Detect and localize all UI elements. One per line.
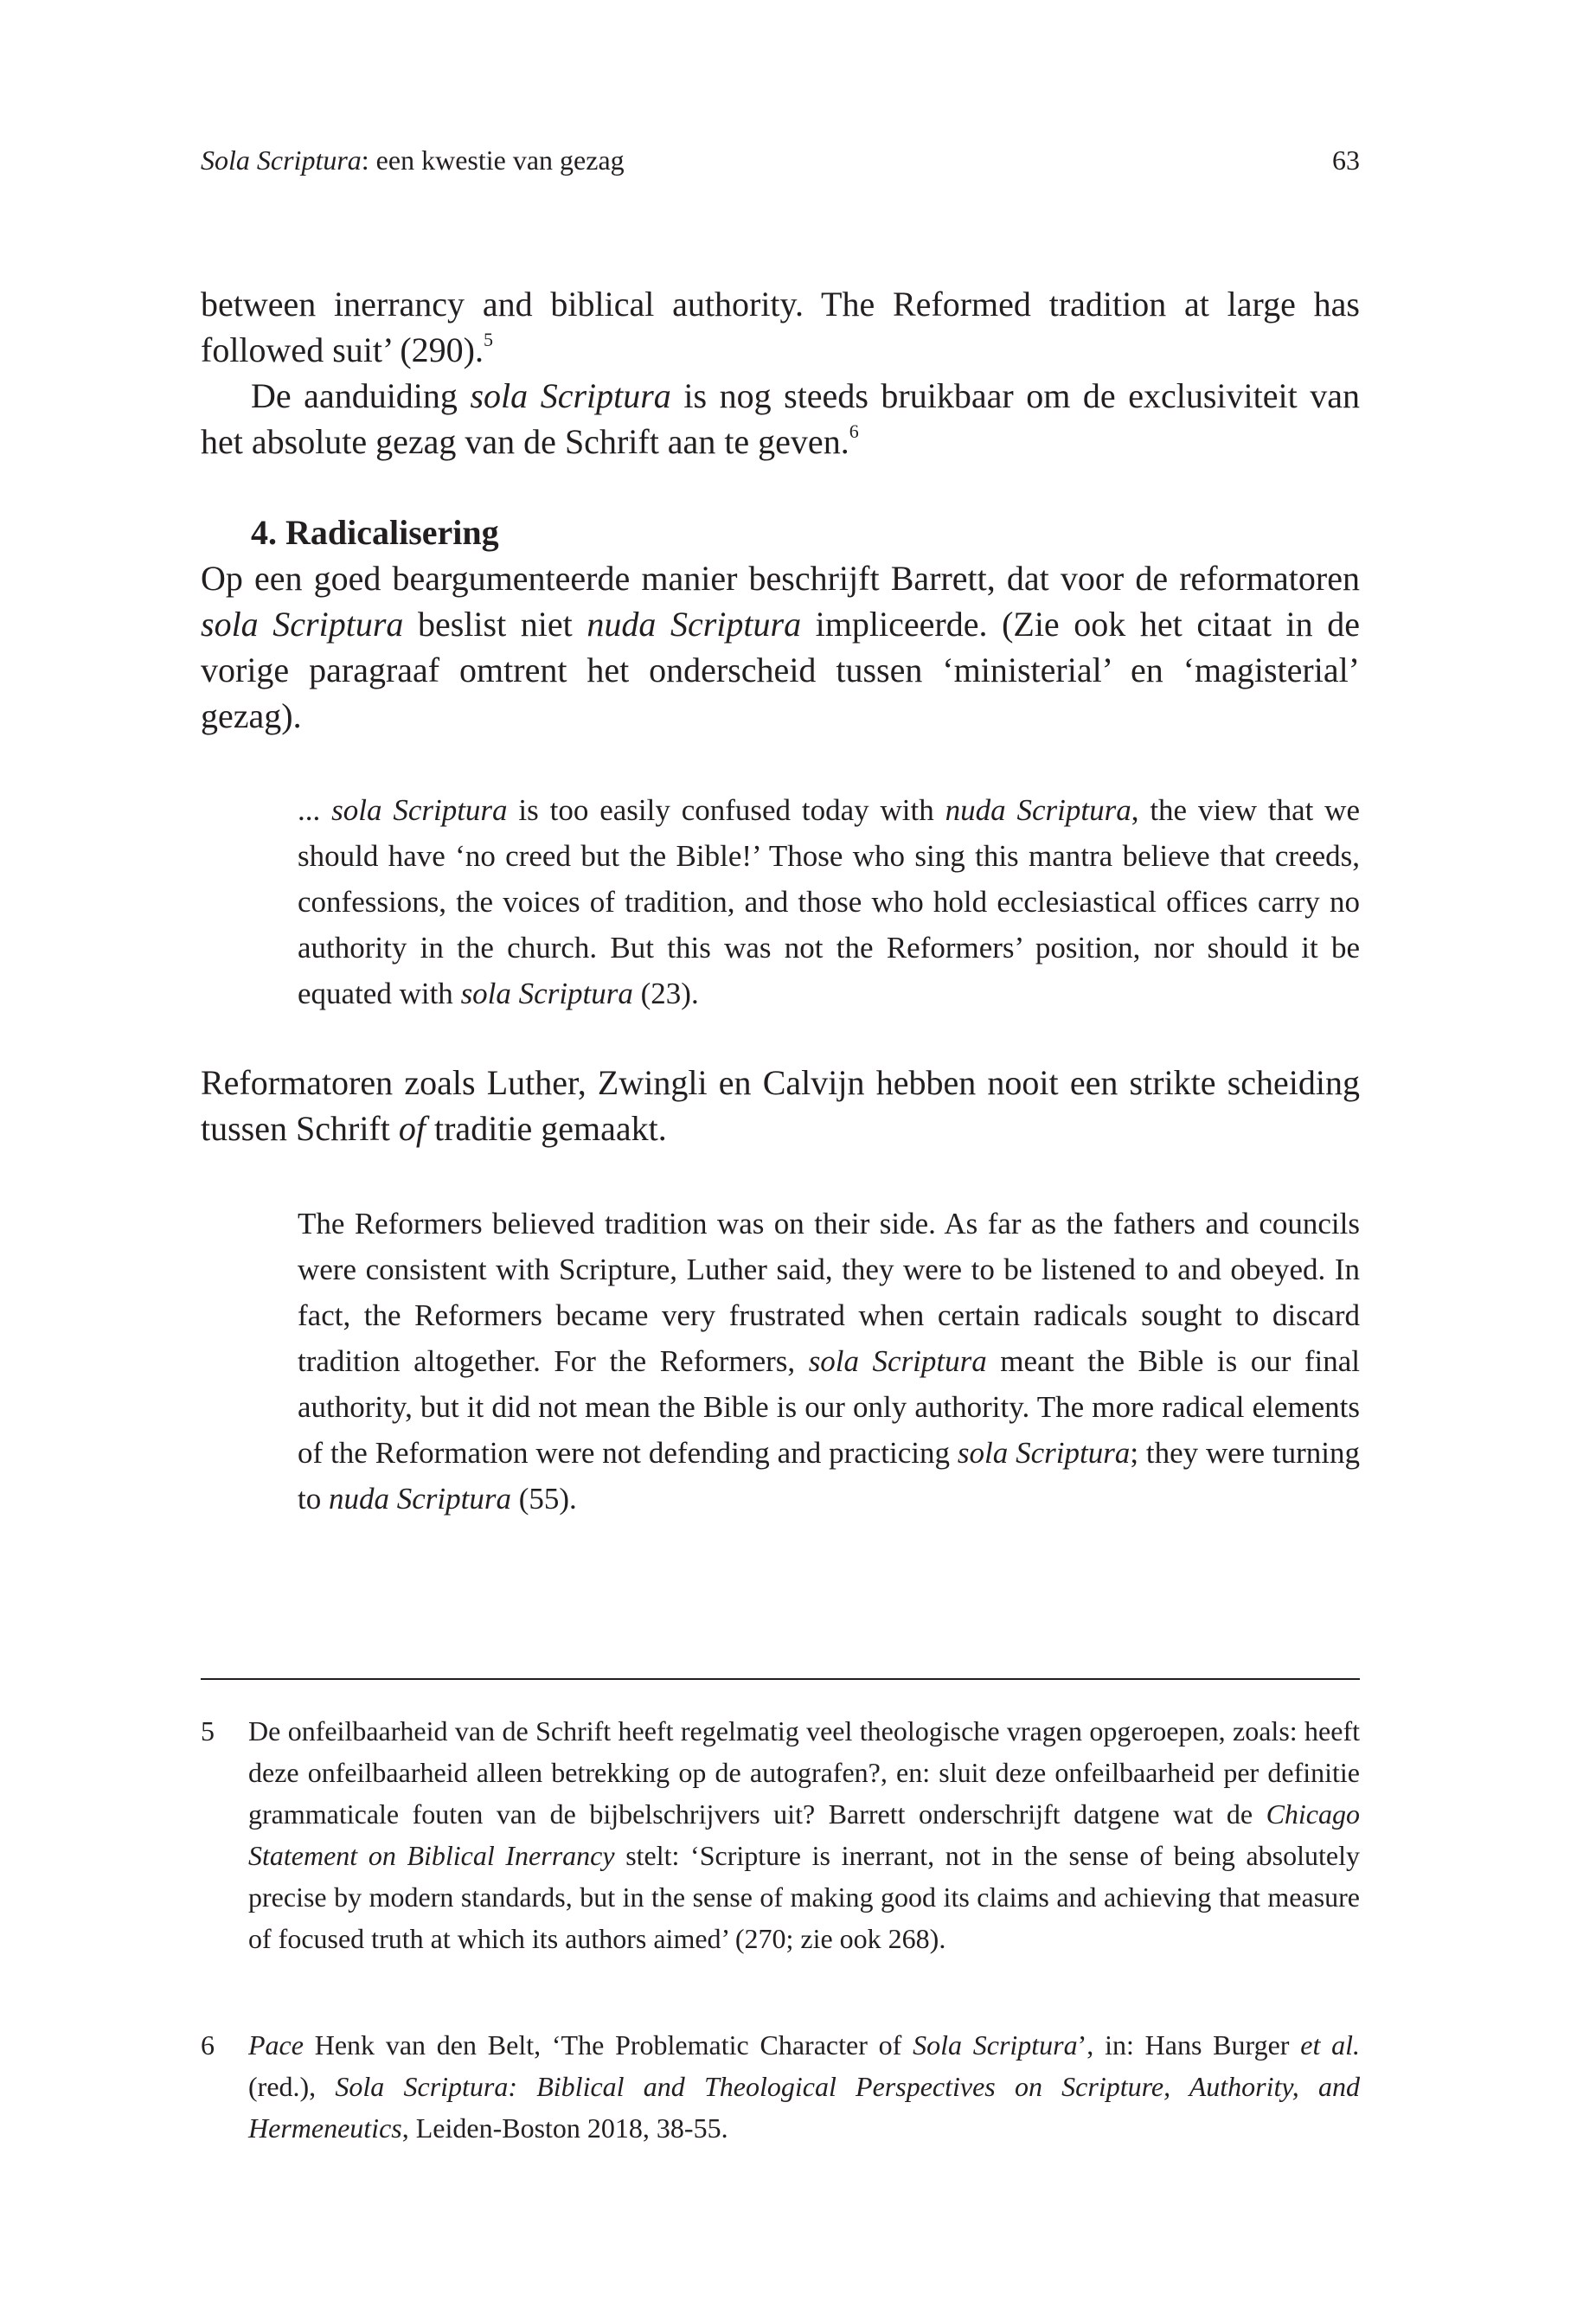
text-run: beslist niet	[403, 605, 587, 644]
footnote-ref-5: 5	[483, 329, 493, 350]
italic-run: Pace	[248, 2029, 304, 2061]
text-run: , Leiden-Boston 2018, 38-55.	[401, 2112, 728, 2144]
italic-run: sola Scriptura	[201, 605, 404, 644]
footnote-number: 6	[201, 2029, 215, 2061]
running-head-title	[201, 138, 625, 182]
footnote-text	[248, 2024, 1360, 2149]
page-number: 63	[1332, 144, 1360, 176]
text-run: , the view that we should have ‘no creed but the Bible!’ Those who sing this mantra believe that creeds, confessions, the voices of tradition, and those who hold ecclesiastical offices carry no authority in the church. But this was not the Reformers’ position, nor should it be equated with	[298, 793, 1360, 1010]
text-run: ; they were turning to	[298, 1436, 1360, 1516]
text-run: is too easily confused today with	[507, 793, 945, 827]
text-run: (23).	[632, 977, 699, 1010]
running-head-title-italic: Sola Scriptura	[201, 144, 362, 176]
italic-run: sola Scriptura	[957, 1436, 1131, 1470]
italic-run: sola Scriptura	[331, 793, 508, 827]
text-run: Henk van den Belt, ‘The Problematic Character of	[303, 2029, 913, 2061]
italic-run: sola Scriptura	[460, 977, 633, 1010]
section-heading: 4. Radicalisering	[251, 513, 499, 552]
text-run: (55).	[510, 1482, 577, 1516]
text-run: (red.),	[248, 2071, 336, 2102]
text-run: is nog steeds bruikbaar om de exclusiviteit van het absolute gezag van de Schrift aan te geven.	[201, 376, 1361, 461]
text-run: Reformatoren zoals Luther, Zwingli en Calvijn hebben nooit een strikte scheiding tussen Schrift	[201, 1063, 1360, 1148]
italic-run: sola Scriptura	[470, 376, 671, 415]
footnote-number: 5	[201, 1715, 215, 1747]
text-run: stelt: ‘Scripture is inerrant, not in the sense of being absolutely precise by modern standards, but in the sense of making good its claims and achieving that measure of focused truth at which its authors aimed’ (270; zie ook 268).	[248, 1840, 1361, 1954]
italic-run: et al.	[1300, 2029, 1361, 2061]
running-head	[201, 138, 1360, 182]
italic-run: nuda Scriptura	[328, 1482, 511, 1516]
italic-run: Sola Scriptura: Biblical and Theological Perspectives on Scripture, Authority, and Hermeneutics	[248, 2071, 1361, 2144]
paragraph-text: between inerrancy and biblical authority. The Reformed tradition at large has followed suit’ (290).	[201, 285, 1360, 369]
paragraph-sola-scriptura	[201, 373, 1360, 465]
text-run: impliceerde. (Zie ook het citaat in de vorige paragraaf omtrent het onderscheid tussen ‘ministerial’ en ‘magisterial’ gezag).	[201, 605, 1360, 735]
block-quote-1	[298, 787, 1360, 1016]
text-run: The Reformers believed tradition was on their side. As far as the fathers and councils were consistent with Scripture, Luther said, they were to be listened to and obeyed. In fact, the Reformers became very frustrated when certain radicals sought to discard tradition altogether. For the Reformers,	[298, 1207, 1360, 1378]
text-run: Op een goed beargumenteerde manier beschrijft Barrett, dat voor de reformatoren	[201, 559, 1360, 598]
text-run: ...	[298, 793, 332, 827]
italic-run: nuda Scriptura	[945, 793, 1131, 827]
italic-run: nuda Scriptura	[586, 605, 802, 644]
italic-run: Sola Scriptura	[913, 2029, 1078, 2061]
book-page	[201, 0, 1360, 2301]
italic-run: Chicago Statement on Biblical Inerrancy	[248, 1798, 1360, 1871]
running-head-title-rest: : een kwestie van gezag	[361, 144, 625, 176]
paragraph-barrett	[201, 555, 1360, 739]
paragraph-continuation	[201, 281, 1360, 373]
footnote-divider	[201, 1678, 1360, 1680]
text-run: meant the Bible is our final authority, but it did not mean the Bible is our only authority. The more radical elements of the Reformation were not defending and practicing	[298, 1344, 1360, 1470]
paragraph-reformatoren	[201, 1060, 1360, 1151]
block-quote-2	[298, 1201, 1360, 1522]
text-run: ’, in: Hans Burger	[1077, 2029, 1301, 2061]
italic-run: sola Scriptura	[808, 1344, 987, 1378]
text-run: De onfeilbaarheid van de Schrift heeft regelmatig veel theologische vragen opgeroepen, zoals: heeft deze onfeilbaarheid alleen betrekking op de autografen?, en: sluit deze onfeilbaarheid per definitie grammaticale fouten van de bijbelschrijvers uit? Barrett onderschrijft datgene wat de	[248, 1715, 1360, 1830]
text-run: De aanduiding	[251, 376, 471, 415]
italic-run: of	[398, 1109, 426, 1148]
text-run: traditie gemaakt.	[426, 1109, 667, 1148]
footnote-text	[248, 1710, 1360, 1959]
footnote-ref-6: 6	[849, 420, 859, 442]
